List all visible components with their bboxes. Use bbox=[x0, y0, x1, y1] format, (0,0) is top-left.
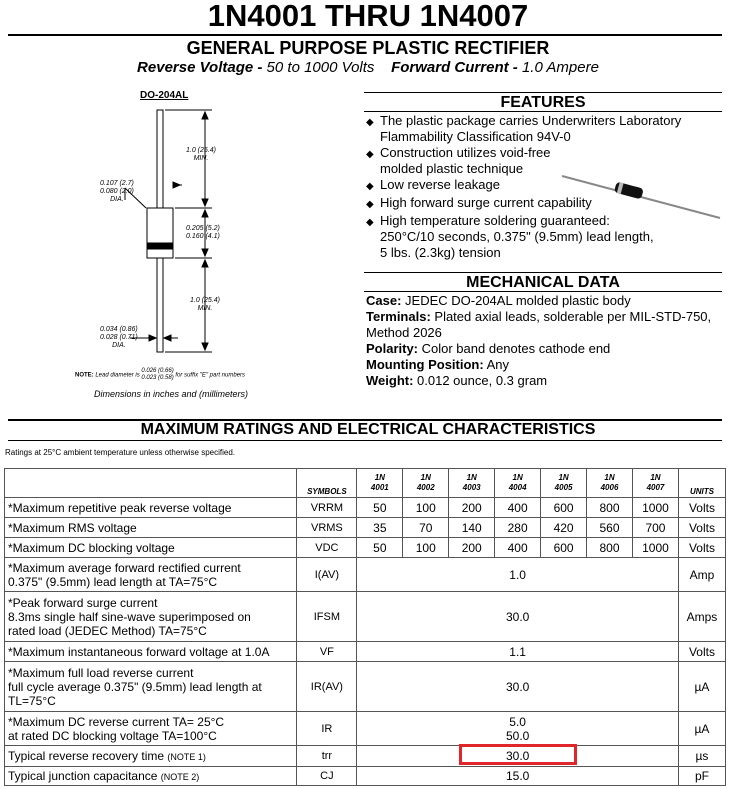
diode-body bbox=[147, 208, 173, 258]
table-rule-bottom bbox=[8, 440, 722, 441]
value-cell: 1.0 bbox=[357, 558, 679, 592]
value-cell: 15.0 bbox=[357, 767, 679, 786]
dim-wire-diameter: 0.034 (0.86) 0.028 (0.71) DIA. bbox=[100, 326, 138, 349]
dim-lead-length-top: 1.0 (25.4) MIN. bbox=[186, 147, 216, 162]
value-cell: 30.0 bbox=[357, 662, 679, 712]
symbol: VDC bbox=[297, 538, 357, 558]
forward-current-value: 1.0 Ampere bbox=[517, 59, 599, 76]
symbol: IR bbox=[297, 712, 357, 746]
value-cell: 1000 bbox=[632, 538, 678, 558]
value-cell: 140 bbox=[449, 518, 495, 538]
symbol: IFSM bbox=[297, 592, 357, 642]
value-cell: 1000 bbox=[632, 498, 678, 518]
table-row bbox=[5, 746, 726, 767]
param-label: *Maximum DC blocking voltage bbox=[5, 538, 297, 558]
unit-cell: µs bbox=[678, 746, 725, 767]
bullet-icon: ◆ bbox=[366, 149, 374, 160]
param-label: *Maximum instantaneous forward voltage at 1.0A bbox=[5, 642, 297, 662]
value-cell: 200 bbox=[449, 538, 495, 558]
value-cell: 400 bbox=[495, 538, 541, 558]
unit-cell: µA bbox=[678, 662, 725, 712]
note-ref: (NOTE 2) bbox=[160, 772, 200, 782]
value-cell: 30.0 bbox=[357, 746, 679, 767]
header-part: 1N 4007 bbox=[632, 469, 678, 498]
symbol: VRMS bbox=[297, 518, 357, 538]
value-cell: 35 bbox=[357, 518, 403, 538]
table-row bbox=[5, 518, 726, 538]
value-cell: 50 bbox=[357, 538, 403, 558]
dim-lead-length-bottom: 1.0 (25.4) MIN. bbox=[190, 297, 220, 312]
polarity-row: Polarity: Color band denotes cathode end bbox=[366, 341, 611, 356]
features-heading: FEATURES bbox=[500, 94, 586, 111]
feature-item: ◆ Construction utilizes void-free molded plastic technique bbox=[366, 145, 551, 176]
header-symbols: SYMBOLS bbox=[297, 469, 357, 498]
features-list bbox=[366, 113, 726, 261]
features-rule-top bbox=[364, 92, 722, 93]
ratings-table bbox=[4, 468, 726, 786]
param-label: *Maximum average forward rectified current 0.375" (9.5mm) lead length at TA=75°C bbox=[5, 558, 297, 592]
param-label: Typical junction capacitance (NOTE 2) bbox=[5, 767, 297, 786]
value-cell: 1.1 bbox=[357, 642, 679, 662]
note-ref: (NOTE 1) bbox=[167, 752, 206, 762]
feature-item: ◆ Low reverse leakage bbox=[366, 177, 726, 195]
header-part: 1N 4004 bbox=[495, 469, 541, 498]
cathode-band bbox=[147, 243, 173, 249]
header-units: UNITS bbox=[678, 469, 725, 498]
bullet-icon: ◆ bbox=[366, 181, 374, 192]
weight-row: Weight: 0.012 ounce, 0.3 gram bbox=[366, 373, 548, 388]
unit-cell: Amp bbox=[678, 558, 725, 592]
table-row bbox=[5, 642, 726, 662]
feature-item: ◆ High temperature soldering guaranteed: 250°C/10 seconds, 0.375" (9.5mm) lead length, 5 lbs. (2.3kg) tension bbox=[366, 213, 654, 260]
param-label: Typical reverse recovery time (NOTE 1) bbox=[5, 746, 297, 767]
param-label: *Maximum RMS voltage bbox=[5, 518, 297, 538]
mechanical-data bbox=[366, 293, 728, 389]
bullet-icon: ◆ bbox=[366, 217, 374, 228]
unit-cell: Volts bbox=[678, 498, 725, 518]
symbol: VF bbox=[297, 642, 357, 662]
bottom-lead bbox=[157, 258, 163, 352]
terminals-row-cont: Method 2026 bbox=[366, 325, 442, 340]
unit-cell: Volts bbox=[678, 642, 725, 662]
value-cell: 100 bbox=[403, 498, 449, 518]
table-row bbox=[5, 558, 726, 592]
mechanical-heading: MECHANICAL DATA bbox=[466, 274, 620, 291]
header-part: 1N 4003 bbox=[449, 469, 495, 498]
table-row bbox=[5, 498, 726, 518]
table-row bbox=[5, 712, 726, 746]
param-label: *Maximum repetitive peak reverse voltage bbox=[5, 498, 297, 518]
mech-rule-bottom bbox=[364, 291, 722, 292]
unit-cell: pF bbox=[678, 767, 725, 786]
header-part: 1N 4005 bbox=[541, 469, 587, 498]
value-cell: 800 bbox=[587, 498, 633, 518]
features-rule-bottom bbox=[364, 111, 722, 112]
table-title: MAXIMUM RATINGS AND ELECTRICAL CHARACTERISTICS bbox=[140, 421, 596, 438]
symbol: I(AV) bbox=[297, 558, 357, 592]
terminals-row: Terminals: Plated axial leads, solderable per MIL-STD-750, bbox=[366, 309, 712, 324]
unit-cell: Volts bbox=[678, 518, 725, 538]
symbol: IR(AV) bbox=[297, 662, 357, 712]
param-label: *Peak forward surge current 8.3ms single half sine-wave superimposed on rated load (JEDEC Method) TA=75°C bbox=[5, 592, 297, 642]
subtitle: GENERAL PURPOSE PLASTIC RECTIFIER bbox=[186, 38, 550, 58]
dim-body-length: 0.205 (5.2) 0.160 (4.1) bbox=[186, 225, 220, 240]
package-label: DO-204AL bbox=[140, 90, 189, 101]
ratings-note: Ratings at 25°C ambient temperature unless otherwise specified. bbox=[5, 448, 235, 457]
highlight-box bbox=[459, 744, 577, 765]
unit-cell: µA bbox=[678, 712, 725, 746]
value-cell: 5.0 50.0 bbox=[357, 712, 679, 746]
value-cell: 30.0 bbox=[357, 592, 679, 642]
value-cell: 800 bbox=[587, 538, 633, 558]
value-cell: 100 bbox=[403, 538, 449, 558]
mounting-row: Mounting Position: Any bbox=[366, 357, 509, 372]
reverse-voltage-value: 50 to 1000 Volts bbox=[262, 59, 375, 76]
lead-diameter-note: NOTE: Lead diameter is 0.026 (0.66) 0.023 (0.58) for suffix "E" part numbers bbox=[75, 368, 246, 381]
table-row bbox=[5, 538, 726, 558]
value-cell: 70 bbox=[403, 518, 449, 538]
symbol: CJ bbox=[297, 767, 357, 786]
forward-current-label: Forward Current - bbox=[391, 59, 518, 76]
dimensions-caption: Dimensions in inches and (millimeters) bbox=[94, 389, 249, 399]
dim-body-diameter: 0.107 (2.7) 0.080 (2.0) DIA. bbox=[100, 180, 134, 203]
table-row bbox=[5, 662, 726, 712]
header-part: 1N 4002 bbox=[403, 469, 449, 498]
param-label: *Maximum DC reverse current TA= 25°C at rated DC blocking voltage TA=100°C bbox=[5, 712, 297, 746]
unit-cell: Volts bbox=[678, 538, 725, 558]
value-cell: 420 bbox=[541, 518, 587, 538]
mech-rule-top bbox=[364, 272, 722, 273]
header-param bbox=[5, 469, 297, 498]
value-cell: 50 bbox=[357, 498, 403, 518]
value-cell: 700 bbox=[632, 518, 678, 538]
feature-item: ◆ High forward surge current capability bbox=[366, 195, 726, 213]
symbol: VRRM bbox=[297, 498, 357, 518]
param-label: *Maximum full load reverse current full cycle average 0.375" (9.5mm) lead length at TL=75°C bbox=[5, 662, 297, 712]
reverse-voltage-label: Reverse Voltage - bbox=[137, 59, 263, 76]
symbol: trr bbox=[297, 746, 357, 767]
page-title: 1N4001 THRU 1N4007 bbox=[207, 0, 529, 33]
bullet-icon: ◆ bbox=[366, 199, 374, 210]
value-cell: 600 bbox=[541, 498, 587, 518]
title-rule bbox=[8, 34, 722, 36]
value-cell: 200 bbox=[449, 498, 495, 518]
feature-item: ◆ The plastic package carries Underwriters Laboratory Flammability Classification 94V-0 bbox=[366, 113, 682, 144]
top-lead bbox=[157, 110, 163, 208]
value-cell: 280 bbox=[495, 518, 541, 538]
unit-cell: Amps bbox=[678, 592, 725, 642]
case-row: Case: JEDEC DO-204AL molded plastic body bbox=[366, 293, 631, 308]
value-cell: 400 bbox=[495, 498, 541, 518]
bullet-icon: ◆ bbox=[366, 117, 374, 128]
value-cell: 600 bbox=[541, 538, 587, 558]
header-part: 1N 4001 bbox=[357, 469, 403, 498]
header-part: 1N 4006 bbox=[587, 469, 633, 498]
table-header-row bbox=[5, 469, 726, 498]
table-row bbox=[5, 767, 726, 786]
table-row bbox=[5, 592, 726, 642]
value-cell: 560 bbox=[587, 518, 633, 538]
spec-line bbox=[0, 59, 736, 77]
